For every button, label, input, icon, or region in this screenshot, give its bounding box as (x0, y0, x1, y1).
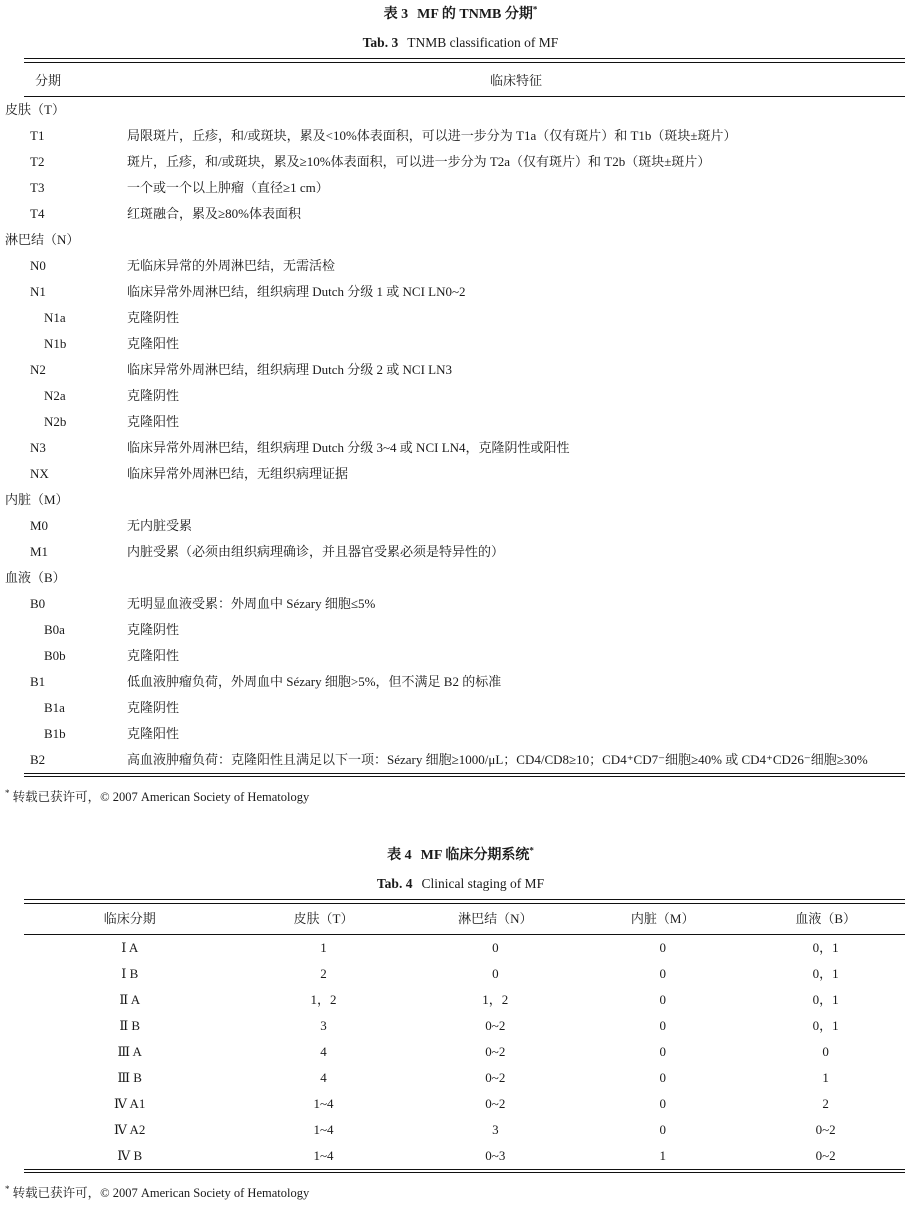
t4-cell: 3 (320, 1017, 327, 1033)
t4-cell: 0 (659, 1043, 666, 1059)
t4-cell: 0 (659, 939, 666, 955)
table-row (0, 565, 921, 591)
desc-cell: 克隆阴性 (127, 699, 180, 715)
desc-cell: 无临床异常的外周淋巴结，无需活检 (127, 257, 336, 273)
stage-cell: M1 (30, 543, 49, 559)
table-row (0, 253, 921, 279)
desc-cell: 无内脏受累 (127, 517, 193, 533)
t4-cell: Ⅳ A1 (114, 1095, 146, 1111)
table-row (0, 591, 921, 617)
desc-cell: 局限斑片，丘疹，和/或斑块，累及<10%体表面积，可以进一步分为 T1a（仅有斑片）和 T1b（斑块±斑片） (127, 127, 737, 143)
table4-column-header-blood: 血液（B） (795, 910, 856, 926)
t4-cell: 4 (320, 1043, 327, 1059)
table-row (0, 357, 921, 383)
t4-cell: Ⅰ B (121, 965, 139, 981)
table4-header-row (24, 904, 905, 934)
stage-cell: N1a (44, 309, 66, 325)
t4-cell: 0，1 (812, 991, 839, 1007)
table3-footnote-marker: * (5, 787, 10, 798)
t4-cell: 0 (822, 1043, 829, 1059)
table4-title-en (0, 874, 921, 894)
desc-cell: 克隆阳性 (127, 725, 180, 741)
stage-cell: N2 (30, 361, 46, 377)
table3-title-en (0, 33, 921, 53)
table-row (0, 539, 921, 565)
desc-cell: 克隆阴性 (127, 621, 180, 637)
desc-cell: 内脏受累（必须由组织病理确诊，并且器官受累必须是特异性的） (127, 543, 505, 559)
table3-title-marker: * (532, 4, 538, 15)
desc-cell: 高血液肿瘤负荷：克隆阳性且满足以下一项：Sézary 细胞≥1000/μL；CD4/CD8≥10；CD4⁺CD7⁻细胞≥40% 或 CD4⁺CD26⁻细胞≥30% (127, 751, 868, 767)
table-row (0, 669, 921, 695)
table-row (0, 643, 921, 669)
t4-cell: Ⅳ A2 (114, 1121, 146, 1137)
desc-cell (127, 487, 921, 513)
t4-cell: 1，2 (310, 991, 337, 1007)
t4-cell: 1 (659, 1147, 666, 1163)
t4-cell: 0~3 (485, 1147, 506, 1163)
table-row (0, 721, 921, 747)
t4-cell: 2 (320, 965, 327, 981)
table-row (0, 279, 921, 305)
table-row (0, 149, 921, 175)
stage-cell: N1 (30, 283, 46, 299)
table-row (0, 175, 921, 201)
table-row (0, 513, 921, 539)
t4-cell: 0 (659, 1069, 666, 1085)
stage-cell: B1 (30, 673, 46, 689)
stage-cell: N0 (30, 257, 46, 273)
table-row (0, 383, 921, 409)
t4-cell: 0 (659, 1121, 666, 1137)
stage-cell: T2 (30, 153, 45, 169)
table4-column-header-viscera: 内脏（M） (630, 910, 695, 926)
table3-header-row (0, 63, 921, 96)
table-row (0, 487, 921, 513)
desc-cell: 无明显血液受累：外周血中 Sézary 细胞≤5% (127, 595, 376, 611)
stage-cell: N1b (44, 335, 67, 351)
table4-footnote-marker: * (5, 1183, 10, 1194)
stage-cell: N3 (30, 439, 46, 455)
table4-title-marker: * (529, 845, 534, 856)
table4-bottom-rule (24, 1169, 905, 1174)
t4-cell: 1，2 (482, 991, 509, 1007)
table4-section (0, 846, 921, 1202)
table4-title-en-text: Clinical staging of MF (421, 876, 545, 891)
t4-cell: 0~2 (485, 1095, 506, 1111)
table4-title-en-prefix: Tab. 4 (376, 876, 413, 891)
t4-cell: 0 (659, 991, 666, 1007)
desc-cell: 克隆阳性 (127, 335, 180, 351)
stage-cell: T4 (30, 205, 45, 221)
t4-cell: 0 (492, 939, 499, 955)
stage-cell: N2a (44, 387, 66, 403)
desc-cell (127, 227, 921, 253)
table-row (0, 695, 921, 721)
desc-cell: 斑片，丘疹，和/或斑块，累及≥10%体表面积，可以进一步分为 T2a（仅有斑片）和 T2b（斑块±斑片） (127, 153, 711, 169)
table-row (24, 1117, 905, 1143)
stage-cell: 血液（B） (5, 569, 66, 585)
table4-title-zh-prefix: 表 4 (387, 848, 412, 863)
table3-footnote (5, 788, 921, 806)
table4-column-header-node: 淋巴结（N） (458, 910, 533, 926)
table-row (0, 409, 921, 435)
t4-cell: 0，1 (812, 939, 839, 955)
t4-cell: Ⅲ B (117, 1069, 142, 1085)
table-row (24, 1091, 905, 1117)
t4-cell: 0，1 (812, 1017, 839, 1033)
table-row (0, 331, 921, 357)
desc-cell: 克隆阳性 (127, 647, 180, 663)
t4-cell: 1 (822, 1069, 829, 1085)
stage-cell: B1a (44, 699, 65, 715)
desc-cell: 临床异常外周淋巴结，组织病理 Dutch 分级 3~4 或 NCI LN4，克隆阴性或阳性 (127, 439, 570, 455)
table-row (0, 201, 921, 227)
t4-cell: 0 (659, 1017, 666, 1033)
stage-cell: 淋巴结（N） (5, 231, 80, 247)
table3-title-zh-prefix: 表 3 (383, 7, 409, 22)
table4-column-header-skin: 皮肤（T） (293, 910, 354, 926)
table-row (24, 1039, 905, 1065)
table-row (0, 435, 921, 461)
desc-cell: 临床异常外周淋巴结，组织病理 Dutch 分级 1 或 NCI LN0~2 (127, 283, 466, 299)
t4-cell: 1 (320, 939, 327, 955)
t4-cell: Ⅰ A (121, 939, 139, 955)
table3-title-en-prefix: Tab. 3 (362, 35, 399, 50)
table3-bottom-rule (24, 773, 905, 778)
table-row (24, 961, 905, 987)
table4-footnote (5, 1184, 921, 1202)
table3-column-header-stage: 分期 (35, 72, 62, 88)
stage-cell: N2b (44, 413, 67, 429)
table-row (24, 935, 905, 961)
table-row (0, 305, 921, 331)
t4-cell: 0 (659, 1095, 666, 1111)
table4-body (0, 935, 921, 1169)
table3-title-en-text: TNMB classification of MF (407, 35, 559, 50)
t4-cell: 1~4 (313, 1121, 334, 1137)
desc-cell: 一个或一个以上肿瘤（直径≥1 cm） (127, 179, 329, 195)
desc-cell: 低血液肿瘤负荷，外周血中 Sézary 细胞>5%，但不满足 B2 的标准 (127, 673, 502, 689)
table3-section (0, 5, 921, 806)
t4-cell: 4 (320, 1069, 327, 1085)
table-row (0, 747, 921, 773)
desc-cell: 克隆阴性 (127, 309, 180, 325)
table-row (24, 1143, 905, 1169)
t4-cell: 0，1 (812, 965, 839, 981)
desc-cell: 红斑融合，累及≥80%体表面积 (127, 205, 301, 221)
table4-column-header-stage: 临床分期 (103, 910, 156, 926)
desc-cell: 临床异常外周淋巴结，无组织病理证据 (127, 465, 349, 481)
table3-column-header-features: 临床特征 (489, 72, 542, 88)
stage-cell: M0 (30, 517, 49, 533)
t4-cell: 1~4 (313, 1147, 334, 1163)
stage-cell: NX (30, 465, 49, 481)
table-row (0, 461, 921, 487)
table-row (24, 1065, 905, 1091)
t4-cell: Ⅲ A (117, 1043, 142, 1059)
desc-cell: 克隆阳性 (127, 413, 180, 429)
desc-cell (127, 97, 921, 123)
table3-title-zh (0, 5, 921, 25)
t4-cell: Ⅳ B (117, 1147, 143, 1163)
table4-title-zh (0, 846, 921, 866)
t4-cell: 0~2 (485, 1069, 506, 1085)
t4-cell: 1~4 (313, 1095, 334, 1111)
t4-cell: 3 (492, 1121, 499, 1137)
table3-title-zh-text: MF 的 TNMB 分期 (417, 7, 533, 22)
t4-cell: 0 (492, 965, 499, 981)
desc-cell: 临床异常外周淋巴结，组织病理 Dutch 分级 2 或 NCI LN3 (127, 361, 452, 377)
t4-cell: 0~2 (485, 1017, 506, 1033)
stage-cell: B0a (44, 621, 65, 637)
t4-cell: 0~2 (815, 1147, 836, 1163)
desc-cell (127, 565, 921, 591)
stage-cell: 内脏（M） (5, 491, 69, 507)
t4-cell: 2 (822, 1095, 829, 1111)
t4-cell: Ⅱ B (119, 1017, 141, 1033)
table4-footnote-text: 转载已获许可，© 2007 American Society of Hematology (12, 1186, 310, 1200)
table-row (24, 987, 905, 1013)
table3-footnote-text: 转载已获许可，© 2007 American Society of Hematology (12, 790, 310, 804)
stage-cell: B0 (30, 595, 46, 611)
table-row (0, 123, 921, 149)
table3-body (0, 97, 921, 773)
stage-cell: B1b (44, 725, 66, 741)
t4-cell: 0 (659, 965, 666, 981)
table-row (0, 97, 921, 123)
t4-cell: 0~2 (815, 1121, 836, 1137)
stage-cell: B0b (44, 647, 66, 663)
stage-cell: T1 (30, 127, 45, 143)
stage-cell: 皮肤（T） (5, 101, 65, 117)
t4-cell: 0~2 (485, 1043, 506, 1059)
stage-cell: B2 (30, 751, 46, 767)
table-row (24, 1013, 905, 1039)
table4-title-zh-text: MF 临床分期系统 (420, 848, 530, 863)
desc-cell: 克隆阴性 (127, 387, 180, 403)
table-row (0, 617, 921, 643)
stage-cell: T3 (30, 179, 45, 195)
t4-cell: Ⅱ A (119, 991, 141, 1007)
table-row (0, 227, 921, 253)
